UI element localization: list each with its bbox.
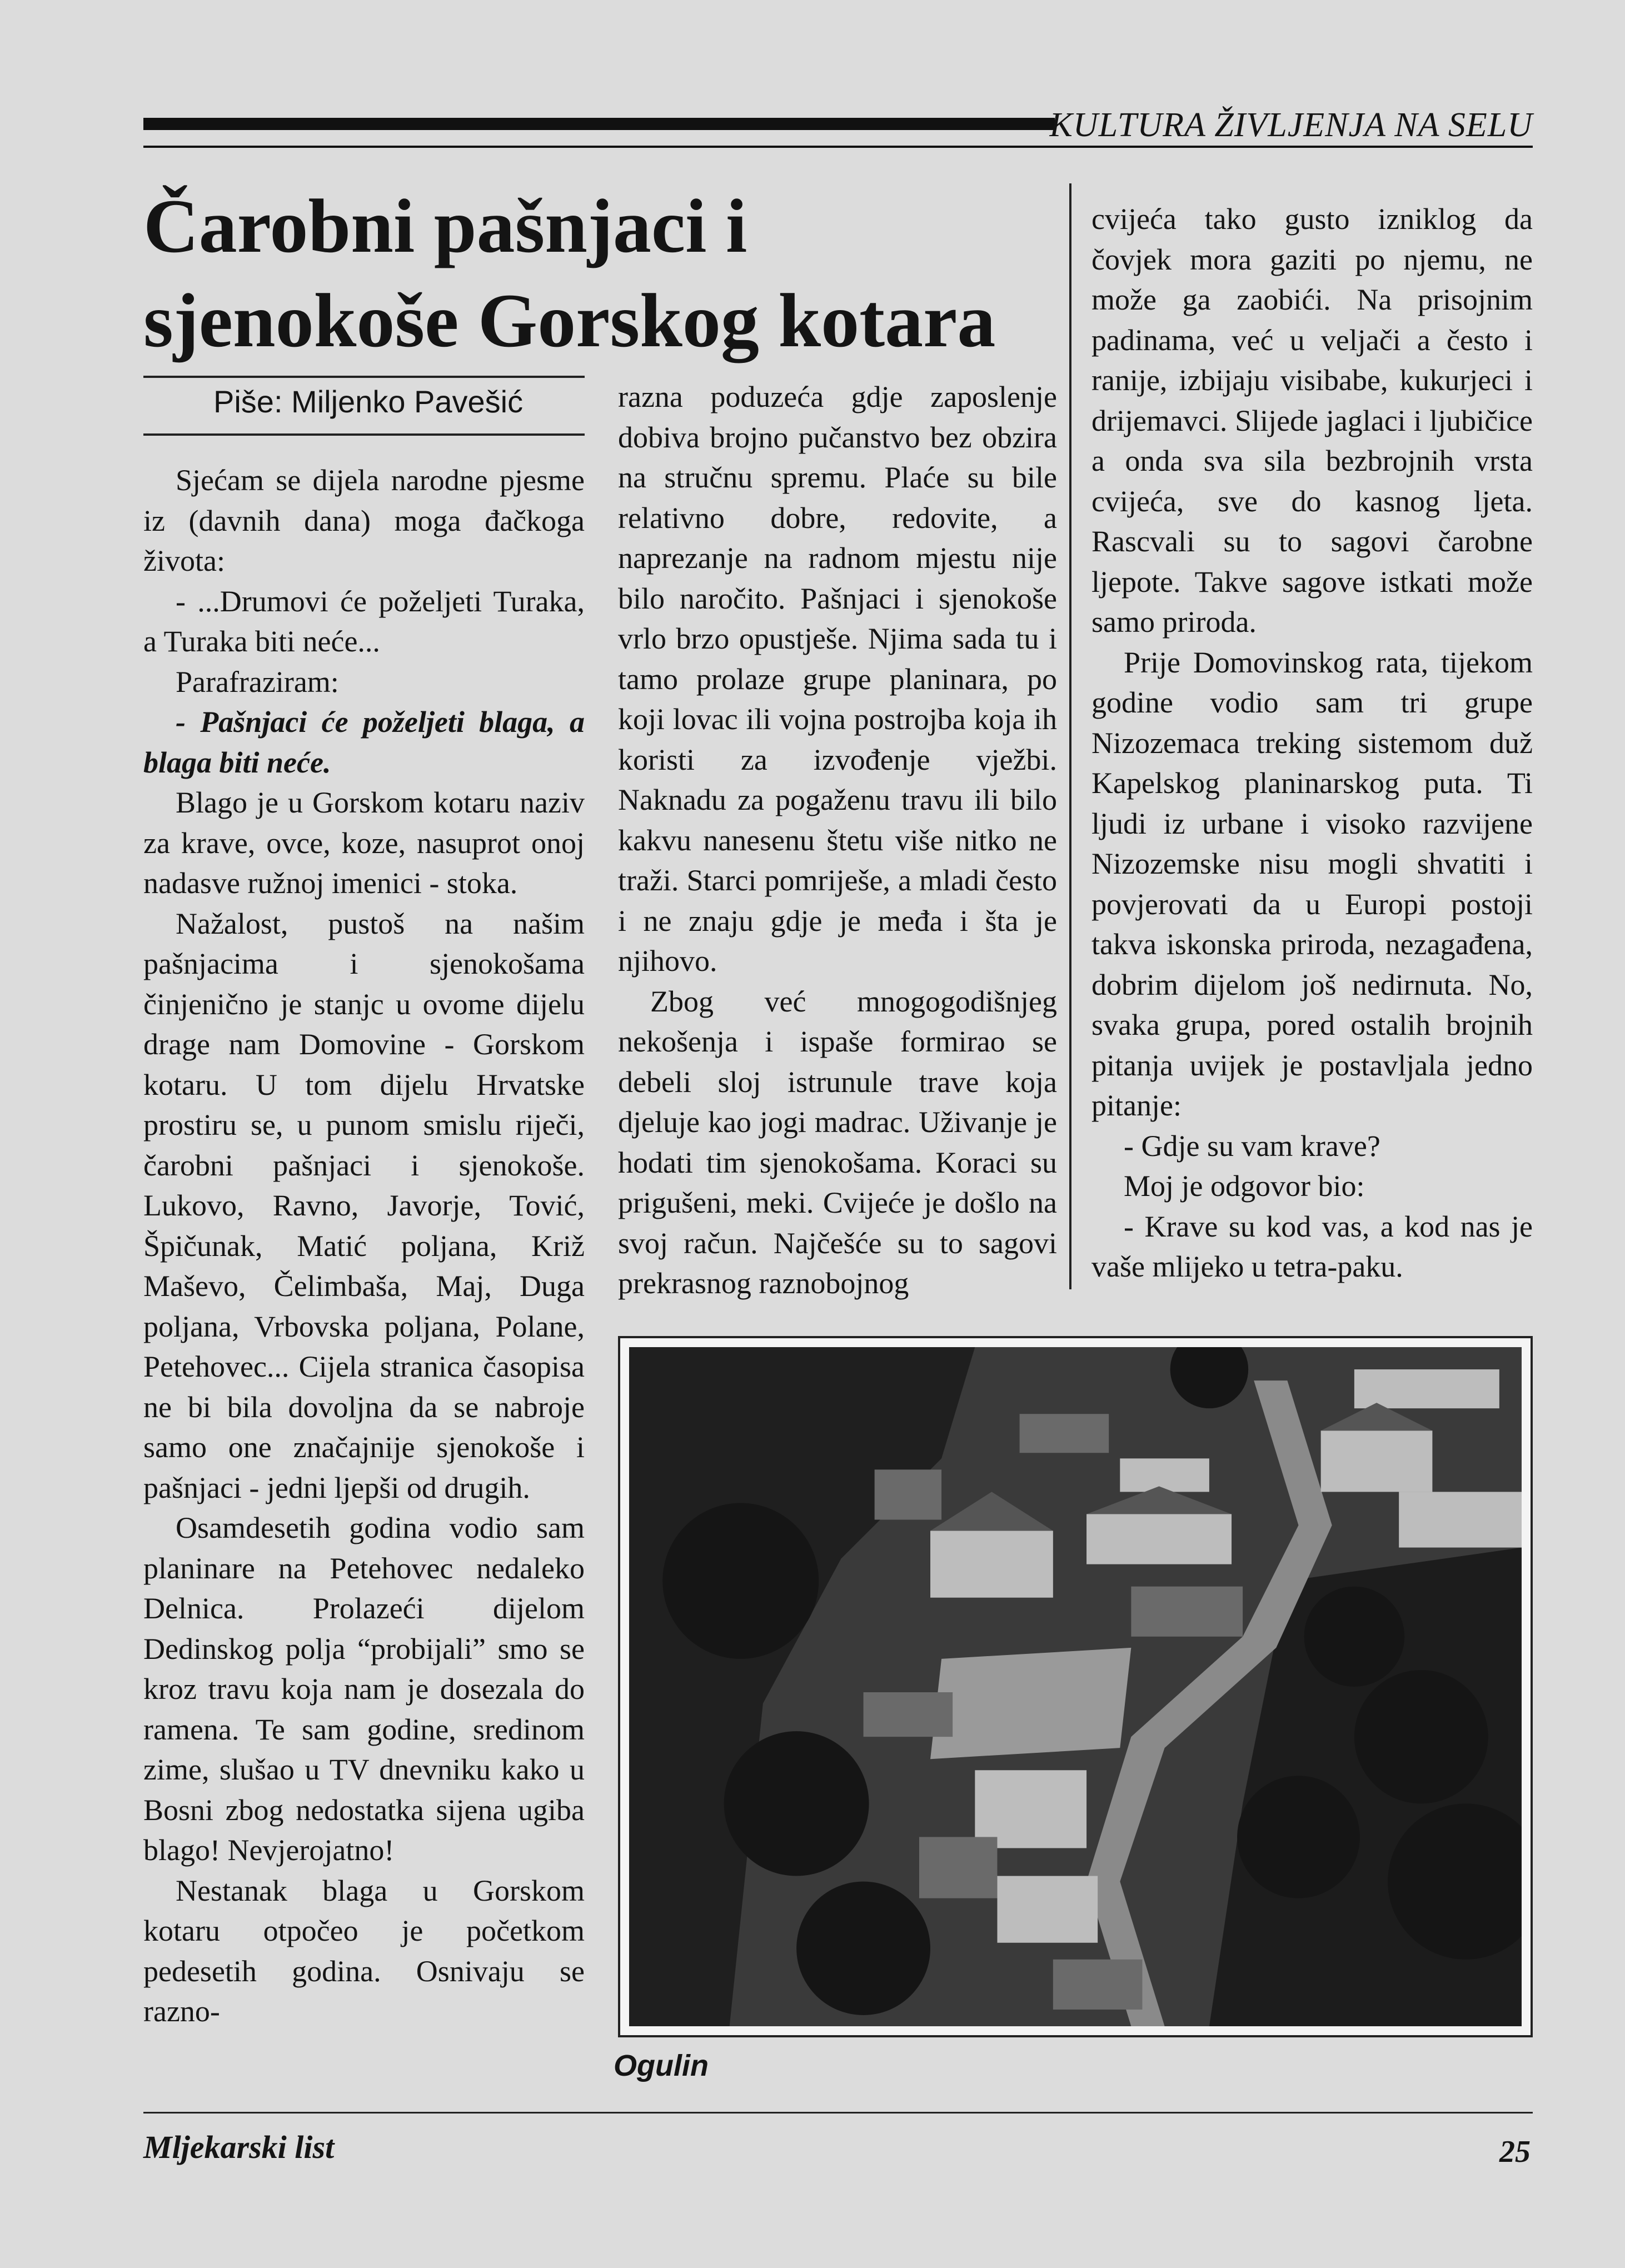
paragraph: Prije Domovinskog rata, tijekom godine vodio sam tri grupe Nizozemaca treking sistemom duž Kapelskog planinarskog puta. Ti ljudi iz urbane i visoko razvijene Nizozemske nisu mogli shvatiti i povjerovati da u Europi postoji takva iskonska priroda, nezagađena, dobrim dijelom još nedirnuta. No, svaka grupa, pored ostalih brojnih pitanja uvijek je postavljala jedno pitanje: — [1091, 645, 1533, 1122]
header-rule — [143, 146, 1533, 148]
photo-frame — [618, 1336, 1533, 2037]
paragraph: Osamdesetih godina vodio sam planinare na Petehovec nedaleko Delnica. Prolazeći dijelom Dedinskog polja “probijali” smo se kroz travu koja nam je dosezala do ramena. Te sam godine, sredinom zime, slušao u TV dnevniku kako u Bosni zbog nedostatka sijena ugiba blago! Nevjerojatno! — [143, 1511, 585, 1867]
journal-name: Mljekarski list — [143, 2129, 335, 2165]
paragraph: cvijeća tako gusto izniklog da čovjek mora gaziti po njemu, ne može ga zaobići. Na prisojnim padinama, već u veljači a često i ranije, izbijaju visibabe, kukurjeci i drijemavci. Slijede jaglaci i ljubičice a onda sva sila bezbrojnih vrsta cvijeća, sve do kasnog ljeta. Rascvali su to sagovi čarobne ljepote. Takve sagove istkati može samo priroda. — [1091, 202, 1533, 639]
footer-rule — [143, 2112, 1533, 2114]
quote: - ...Drumovi će poželjeti Turaka, a Turaka biti neće... — [143, 584, 585, 658]
section-title: KULTURA ŽIVLJENJA NA SELU — [1049, 106, 1533, 144]
paragraph: Blago je u Gorskom kotaru naziv za krave, ovce, koze, nasuprot onoj nadasve ružnoj imenici - stoka. — [143, 786, 585, 900]
paragraph: - Gdje su vam krave? — [1124, 1129, 1380, 1163]
paragraph: Nestanak blaga u Gorskom kotaru otpočeo je početkom pedesetih godina. Osnivaju se razno- — [143, 1873, 585, 2028]
article-title: Čarobni pašnjaci i sjenokoše Gorskog kotara — [143, 183, 996, 363]
page-number: 25 — [1499, 2135, 1531, 2169]
photo-caption: Ogulin — [614, 2049, 709, 2082]
column-1 — [143, 460, 585, 2032]
paragraph: Zbog već mnogogodišnjeg nekošenja i ispaše formirao se debeli sloj istrunule trave koja djeluje kao jogi madrac. Uživanje je hodati tim sjenokošama. Koraci su prigušeni, meki. Cvijeće je došlo na svoj račun. Najčešće su to sagovi prekrasnog raznobojnog — [618, 984, 1057, 1300]
column-2 — [618, 377, 1057, 1304]
column-divider — [1069, 183, 1071, 1289]
header-bar — [143, 118, 1055, 130]
byline-rule-bottom — [143, 433, 585, 436]
paragraph: Moj je odgovor bio: — [1124, 1169, 1365, 1203]
paragraph: Nažalost, pustoš na našim pašnjacima i sjenokošama činjenično je stanjc u ovome dijelu drage nam Domovine - Gorskom kotaru. U tom dijelu Hrvatske prostiru se, u punom smislu riječi, čarobni pašnjaci i sjenokoše. Lukovo, Ravno, Javorje, Tović, Špičunak, Matić poljana, Križ Maševo, Čelimbaša, Maj, Duga poljana, Vrbovska poljana, Polane, Petehovec... Cijela stranica časopisa ne bi bila dovoljna da se nabroje samo one značajnije sjenokoše i pašnjaci - jedni ljepši od drugih. — [143, 906, 585, 1504]
paragraph: razna poduzeća gdje zaposlenje dobiva brojno pučanstvo bez obzira na stručnu spremu. Plaće su bile relativno dobre, redovite, a naprezanje na radnom mjestu nije bilo naročito. Pašnjaci i sjenokoše vrlo brzo opustješe. Njima sada tu i tamo prolaze grupe planinara, po koji lovac ili vojna postrojba koja ih koristi za izvođenje vježbi. Naknadu za pogaženu travu ili bilo kakvu nanesenu štetu više nitko ne traži. Starci pomriješe, a mladi često i ne znaju gdje je međa i šta je njihovo. — [618, 380, 1057, 978]
paragraph: Sjećam se dijela narodne pjesme iz (davnih dana) moga đačkoga života: — [143, 463, 585, 577]
emphasized-quote: - Pašnjaci će poželjeti blaga, a blaga biti neće. — [143, 705, 585, 779]
byline: Piše: Miljenko Pavešić — [213, 384, 524, 419]
paragraph: Parafraziram: — [176, 665, 339, 699]
byline-rule-top — [143, 376, 585, 378]
paragraph: - Krave su kod vas, a kod nas je vaše mlijeko u tetra-paku. — [1091, 1209, 1533, 1283]
column-3 — [1091, 199, 1533, 1287]
aerial-town-photo — [629, 1347, 1522, 2026]
